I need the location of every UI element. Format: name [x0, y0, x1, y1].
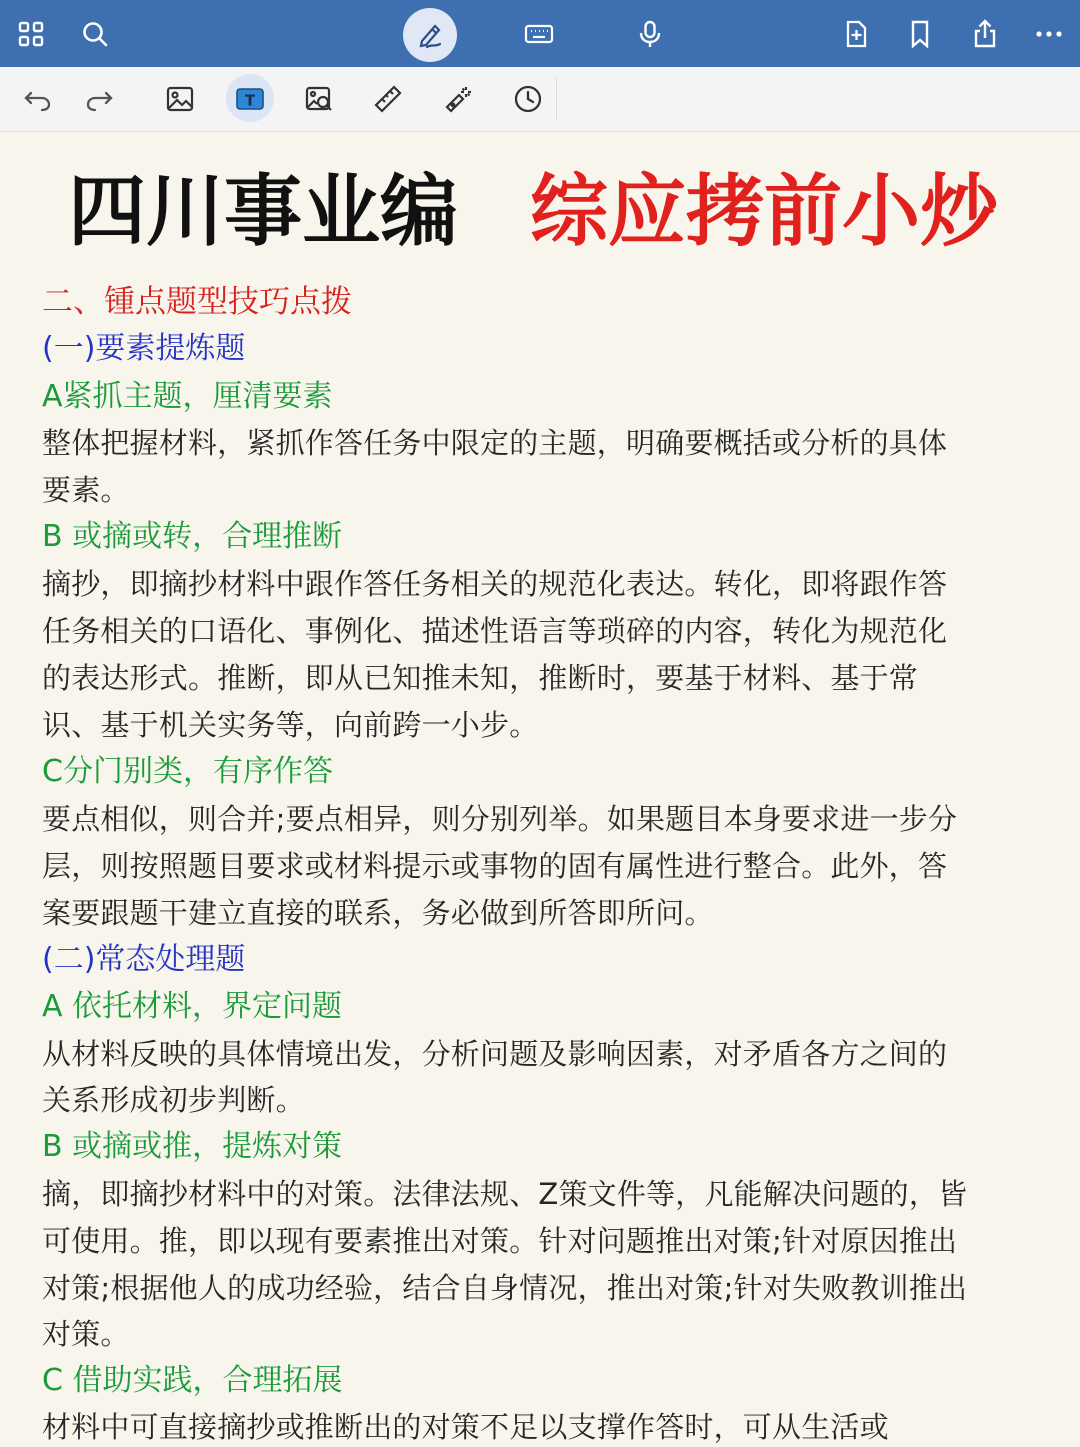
title-black-text: 四川事业编 — [68, 167, 459, 257]
paragraph-line: 从材料反映的具体情境出发，分析问题及影响因素，对矛盾各方之间的 — [42, 1037, 948, 1071]
point-heading: C分门别类，有序作答 — [42, 754, 333, 789]
image-search-icon[interactable] — [299, 79, 339, 119]
clock-icon[interactable] — [508, 79, 548, 119]
paragraph-line: 对策;根据他人的成功经验，结合自身情况，推出对策;针对失败教训推出 — [42, 1271, 968, 1305]
point-heading: B 或摘或转，合理推断 — [42, 519, 343, 554]
subsection-heading: (二)常态处理题 — [42, 942, 246, 977]
paragraph-line: 的表达形式。推断，即从已知推未知，推断时，要基于材料、基于常 — [42, 661, 919, 695]
tool-bar — [0, 67, 1080, 132]
undo-icon[interactable] — [17, 79, 57, 119]
paragraph-line: 可使用。推，即以现有要素推出对策。针对问题推出对策;针对原因推出 — [42, 1224, 958, 1258]
paragraph-line: 整体把握材料，紧抓作答任务中限定的主题，明确要概括或分析的具体 — [42, 426, 948, 460]
bookmark-icon[interactable] — [900, 14, 940, 54]
svg-text:T: T — [244, 91, 256, 110]
grid-icon[interactable] — [11, 14, 51, 54]
share-icon[interactable] — [965, 14, 1005, 54]
note-title — [0, 167, 1080, 257]
redo-icon[interactable] — [80, 79, 120, 119]
add-page-icon[interactable] — [836, 14, 876, 54]
section-heading: 二、锺点题型技巧点拨 — [42, 284, 352, 320]
paragraph-line: 摘抄，即摘抄材料中跟作答任务相关的规范化表达。转化，即将跟作答 — [42, 567, 948, 601]
keyboard-icon[interactable] — [519, 14, 559, 54]
subsection-heading: (一)要素提炼题 — [42, 331, 246, 366]
point-heading: A 依托材料，界定问题 — [42, 989, 343, 1024]
paragraph-line: 摘，即摘抄材料中的对策。法律法规、Z策文件等，凡能解决问题的，皆 — [42, 1177, 968, 1211]
image-icon[interactable] — [160, 79, 200, 119]
pen-icon — [414, 19, 446, 51]
search-icon[interactable] — [75, 14, 115, 54]
title-red-text: 综应拷前小炒 — [530, 167, 999, 257]
paragraph-line: 对策。 — [42, 1317, 130, 1351]
paragraph-line: 案要跟题干建立直接的联系，务必做到所答即所问。 — [42, 896, 714, 930]
paragraph-line: 材料中可直接摘抄或推断出的对策不足以支撑作答时，可从生活或 — [42, 1410, 889, 1444]
ruler-icon[interactable] — [368, 79, 408, 119]
point-heading: B 或摘或推，提炼对策 — [42, 1129, 343, 1164]
point-heading: C 借助实践，合理拓展 — [42, 1363, 343, 1398]
microphone-icon[interactable] — [630, 14, 670, 54]
laser-pointer-icon[interactable] — [438, 79, 478, 119]
textbox-icon[interactable] — [230, 79, 270, 119]
paragraph-line: 要素。 — [42, 473, 130, 507]
top-app-bar — [0, 0, 1080, 67]
paragraph-line: 层，则按照题目要求或材料提示或事物的固有属性进行整合。此外，答 — [42, 849, 948, 883]
paragraph-line: 要点相似，则合并;要点相异，则分别列举。如果题目本身要求进一步分 — [42, 802, 958, 836]
paragraph-line: 任务相关的口语化、事例化、描述性语言等琐碎的内容，转化为规范化 — [42, 614, 948, 648]
more-icon[interactable] — [1029, 14, 1069, 54]
note-page[interactable] — [0, 132, 1080, 1443]
paragraph-line: 关系形成初步判断。 — [42, 1083, 305, 1117]
point-heading: A紧抓主题，厘清要素 — [42, 379, 333, 414]
pen-tool-button[interactable] — [403, 8, 457, 62]
toolbar-divider — [556, 77, 557, 121]
paragraph-line: 识、基于机关实务等，向前跨一小步。 — [42, 708, 539, 742]
